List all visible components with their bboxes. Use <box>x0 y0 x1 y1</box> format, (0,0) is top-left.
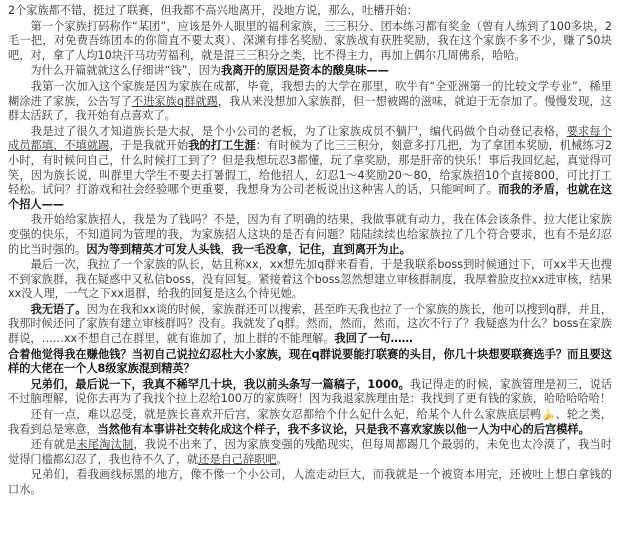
paragraph <box>8 80 612 124</box>
paragraph <box>8 64 612 79</box>
paragraph <box>8 378 612 407</box>
underlined-text: 还是自己辞职吧 <box>198 452 277 466</box>
text-run: 我是过了很久才知道族长是大叔，是个小公司的老板，为了让家族成员不躺尸，编代码做个自动登记表格， <box>8 124 567 138</box>
bold-text: 我一毛没拿，记住，直到离开为止。 <box>231 242 411 256</box>
paragraph <box>8 125 612 213</box>
bold-text: 当然他有本事讲社交转化成这个样子，我不多议论，只是我不喜欢家族以他一人为中心的后宫模样。 <box>97 422 590 436</box>
text-run: 2个家族都不错，挺过了联赛，但我都不高兴地离开，没地方说，那么，吐槽开始： <box>8 4 418 17</box>
text-run: 还有一点，难以忍受，就是族长喜欢开后宫，家族女忍都给个什么妃什么妃，给某个人什么家族底层鸭🍌、轮之类，我看到总是寒意， <box>8 408 612 436</box>
paragraph <box>8 303 612 347</box>
bold-text: 而我的矛盾，也就在这个招人—— <box>8 183 612 211</box>
paragraph <box>8 348 612 377</box>
text-run: 我开始给家族招人，我是为了钱吗？不是，因为有了明确的结果，我做事就有动力，我在体会该条件、拉大佬让家族变强的快乐，不知道同为管理的我，为家族招人这块的是否有问题？陆陆续续也给家族拉了几个符合要求，也有不是幻忍的比当时强的。 <box>8 213 612 256</box>
underlined-text: 要求每个成员都填、不填就踢 <box>8 124 612 153</box>
underlined-text: 末尾淘汰制 <box>76 438 134 452</box>
text-run: 我第一次加入这个家族是因为家族在成都，毕竟，我想去的大学在那里，吹牛有“全亚洲第一的比较文学专业”，稀里糊涂进了家族，公告写了 <box>8 79 612 108</box>
bold-text: 因为等到精英才可发人头钱 <box>86 242 221 256</box>
paragraph <box>8 258 612 302</box>
paragraph <box>8 438 612 467</box>
paragraph <box>8 408 612 437</box>
underlined-text: 不进家族q群就踢 <box>131 94 218 108</box>
text-run: ，我说不出来了，因为家族变强的残酷现实，但每周都踢几个最弱的，未免也太冷漠了，我当时觉得门槛都幻忍了，我也待不久了，就 <box>8 438 612 466</box>
bold-text: 我回了一句…… <box>334 332 413 346</box>
text-run: 为什么开篇就就这么仔细讲“钱”，因为 <box>8 64 221 78</box>
paragraph <box>8 213 612 257</box>
bold-text: 我真不稀罕几十块，我以前头条写一篇稿子，1000。 <box>142 377 410 391</box>
text-run: 我记得走的时候，家族管理是初三，说话不过脑理解，说你去再为了我找个拉上忍给100万的家族呀！因为我退家族理由是：我找到了更有钱的家族，哈哈哈哈哈！ <box>8 377 612 406</box>
text-run: ，我从来没想加入家族群，但一想被踢的滋味，就迫于无奈加了。慢慢发现，这群太活跃了，我开始有点喜欢了。 <box>8 94 612 123</box>
paragraph <box>8 468 612 497</box>
text-run: 兄弟们，看我画线标黑的地方，像不像一个小公司，人流走动巨大，而我就是一个被资本用完，还被吐上想白拿钱的口水。 <box>8 468 612 496</box>
text-run: 因为在我和xx谈的时候，家族群还可以搜索，甚至昨天我也拉了一个家族的族长，他可以搜到q群，并且，我那时候还问了家族有建立审核群吗？没有。我就发了q群。然而，然而，然而，这次不行了？我疑惑为什么？boss在家族群说，……xx不想自己在群里，就有谁加了，加上群的不能理解。 <box>8 302 612 346</box>
paragraph <box>8 4 612 19</box>
text-run: 最后一次，我拉了一个家族的队长，姑且称xx，xx想先加q群来看看，于是我联系boss到时候通过下，可xx半天也搜不到家族群，我在疑惑中又私信boss，没有回复。紧接着这个boss忽然想建立审核群制度，我厚着脸皮拉xx进审核，结果xx没人理，一气之下xx退群，给我的回复是这么个待见她。 <box>8 258 612 301</box>
text-run: ：有时候为了比三三积分，刻意多打几把，为了拿团本奖励，机械练习2小时，有时候问自己，什么时候打工到了？但是我想玩忍3都懂，玩了拿奖励，那是肝帝的快乐！事后我回忆起，真觉得可笑，因为族长说，叫群里大学生不要去打暑假工，给他招人，幻忍1～4奖励20～80，给家族招10个直接800，可比打工轻松。试问？打游戏和社会经验哪个更重要，我想身为公司老板说出这种害人的话，只能呵呵了。 <box>8 139 612 197</box>
paragraph <box>8 20 612 64</box>
text-run: 还有就是 <box>8 438 77 452</box>
bold-text: 我无语了。 <box>8 302 87 316</box>
bold-text: 合着他觉得我在赚他钱？当初自己说拉幻忍杜大小家族，现在q群说要能打联赛的头目，你几十块想要联赛选手？而且要这样的大佬在一个人8级家族混到精英？ <box>8 347 612 376</box>
text-run: ， <box>220 242 232 256</box>
text-run: 。 <box>276 452 288 466</box>
text-run: ，于是我就开始 <box>109 139 189 153</box>
text-run: 第一个家族打码称作“某团”，应该是外人眼里的福利家族，三三积分、团本练习都有奖金（曾有人练到了100多块，2毛一把，对免费吾练团本的你简直不要太爽）、深渊有排名奖励、家族战有获胜奖励，我在这个家族不多不少，赚了50块吧，对，拿了人均10块汗马功劳福利，就是混三三积分之类，比不得主力，再加上偶尔几周佛系，哈哈。 <box>8 19 612 62</box>
bold-text: 我离开的原因是资本的酸臭味—— <box>220 64 389 78</box>
bold-text: 我的打工生涯 <box>188 139 256 153</box>
bold-text: 兄弟们，最后说一下， <box>8 377 143 391</box>
